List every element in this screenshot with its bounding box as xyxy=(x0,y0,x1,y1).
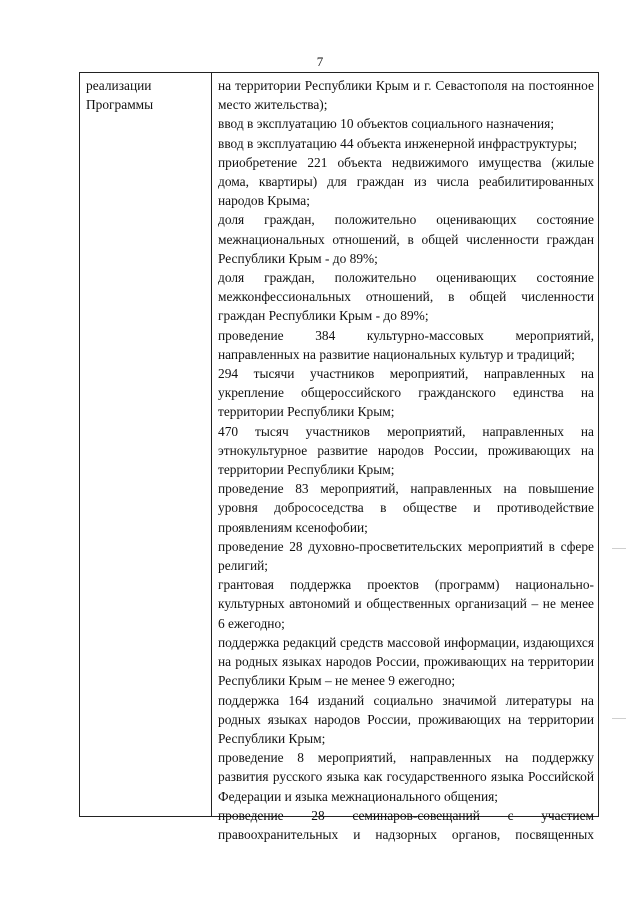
indicator-paragraph: приобретение 221 объекта недвижимого имущества (жилые дома, квартиры) для граждан из числа реабилитированных народов Крыма; xyxy=(218,154,594,209)
scan-artifact xyxy=(612,548,626,549)
indicator-paragraph: доля граждан, положительно оценивающих состояние межконфессиональных отношений, в общей численности граждан Республики Крым - до 89%; xyxy=(218,270,594,324)
indicator-paragraph: поддержка редакций средств массовой информации, издающихся на родных языках народов России, проживающих на территории Республики Крым – не менее 9 ежегодно; xyxy=(218,634,594,689)
indicator-paragraph: ввод в эксплуатацию 10 объектов социального назначения; xyxy=(218,116,555,132)
indicator-paragraph: проведение 28 духовно-просветительских мероприятий в сфере религий; xyxy=(218,538,594,574)
indicator-paragraph: на территории Республики Крым и г. Севастополя на постоянное место жительства); xyxy=(218,78,594,113)
indicator-paragraph: ввод в эксплуатацию 44 объекта инженерной инфраструктуры; xyxy=(218,135,578,151)
indicator-paragraph: поддержка 164 изданий социально значимой литературы на родных языках народов России, проживающих на территории Республики Крым; xyxy=(218,692,594,746)
scan-artifact xyxy=(612,718,626,719)
indicator-paragraph: проведение 384 культурно-массовых мероприятий, направленных на развитие национальных культур и традиций; xyxy=(218,327,594,362)
table-left-cell xyxy=(80,73,212,816)
page-number: 7 xyxy=(316,54,324,69)
section-label: реализации Программы xyxy=(86,78,154,113)
table-right-cell xyxy=(212,73,598,842)
indicator-paragraph: проведение 28 семинаров-совещаний с участием правоохранительных и надзорных органов, посвященных xyxy=(218,807,594,842)
indicator-paragraph: грантовая поддержка проектов (программ) национально-культурных автономий и общественных организаций – не менее 6 ежегодно; xyxy=(218,577,594,631)
program-table xyxy=(79,72,599,842)
indicator-paragraph: 470 тысяч участников мероприятий, направленных на этнокультурное развитие народов России, проживающих на территории Республики Крым; xyxy=(218,423,594,478)
indicator-paragraph: проведение 8 мероприятий, направленных на поддержку развития русского языка как государственного языка Российской Федерации и языка межнационального общения; xyxy=(218,750,594,804)
indicator-paragraph: доля граждан, положительно оценивающих состояние межнациональных отношений, в общей численности граждан Республики Крым - до 89%; xyxy=(218,212,594,266)
indicator-paragraph: проведение 83 мероприятий, направленных на повышение уровня добрососедства в обществе и противодействие проявлениям ксенофобии; xyxy=(218,481,594,535)
indicator-paragraph: 294 тысячи участников мероприятий, направленных на укрепление общероссийского гражданского единства на территории Республики Крым; xyxy=(218,366,594,420)
